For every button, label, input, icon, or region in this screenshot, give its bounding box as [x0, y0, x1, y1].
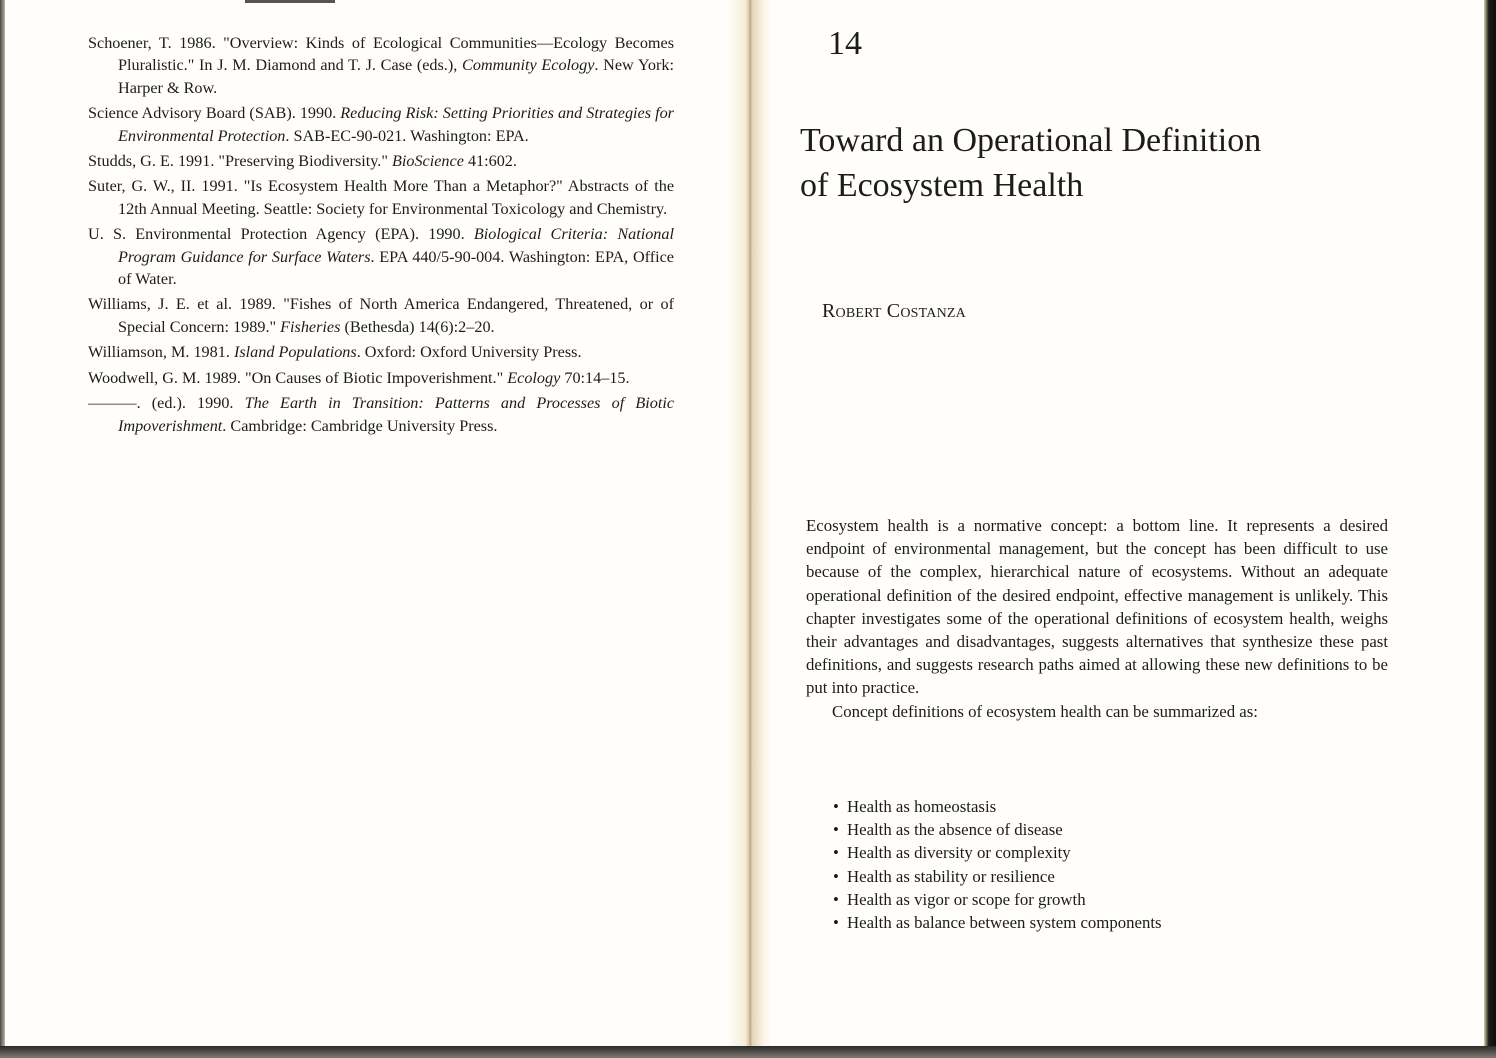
list-item-text: Health as homeostasis: [847, 797, 997, 816]
reference-text: . Oxford: Oxford University Press.: [356, 343, 582, 362]
reference-text: Williams, J. E. et al. 1989. "Fishes of North America Endangered, Threatened, or of Special Concern: 1989.": [88, 295, 674, 336]
list-item-text: Health as stability or resilience: [847, 866, 1055, 886]
reference-entry: [88, 367, 674, 389]
reference-text: Studds, G. E. 1991. "Preserving Biodiversity.": [88, 152, 392, 171]
list-item: [833, 795, 1162, 818]
reference-text: . New York: Harper & Row.: [118, 56, 674, 97]
reference-title: Island Populations: [233, 343, 357, 362]
reference-text: . Cambridge: Cambridge University Press.: [222, 416, 498, 435]
reference-text: Williamson, M. 1981.: [88, 343, 234, 362]
reference-title: Fisheries: [280, 317, 341, 336]
left-book-edge: [0, 0, 5, 1058]
left-page: [0, 0, 746, 1050]
list-item: [833, 841, 1162, 864]
list-item: [833, 818, 1162, 841]
list-item-text: Health as diversity or complexity: [847, 843, 1071, 863]
definition-list: [833, 795, 1162, 934]
chapter-title-line-2: of Ecosystem Health: [800, 167, 1084, 204]
bullet-icon: •: [833, 797, 839, 816]
chapter-title-line-1: Toward an Operational Definition: [800, 122, 1262, 159]
intro-paragraph: Ecosystem health is a normative concept: a bottom line. It represents a desired endpoint of environmental management, but the concept has been difficult to use because of the complex, hierarchical nature of ecosystems. Without an adequate operational definition of the desired endpoint, effective management is unlikely. This chapter investigates some of the operational definitions of ecosystem health, weighs their advantages and disadvantages, suggests alternatives that synthesize these past definitions, and suggests research paths aimed at allowing these new definitions to be put into practice.: [806, 516, 1388, 698]
reference-title: Biological Criteria: National Program Guidance for Surface Waters: [118, 225, 674, 266]
bullet-icon: •: [833, 866, 839, 886]
reference-entry: [88, 223, 674, 290]
reference-entry: [88, 392, 674, 437]
bullet-icon: •: [833, 820, 839, 840]
reference-text: 41:602.: [463, 152, 517, 171]
author-name: Robert Costanza: [822, 300, 966, 322]
cropped-running-head: [245, 0, 335, 3]
reference-list: [88, 32, 674, 440]
bullet-icon: •: [833, 843, 839, 863]
bullet-icon: •: [833, 913, 839, 933]
reference-title: Community Ecology: [462, 56, 595, 75]
list-item: [833, 865, 1162, 888]
reference-title: Reducing Risk: Setting Priorities and Strategies for Environmental Protection: [118, 104, 674, 145]
reference-text: 70:14–15.: [560, 368, 630, 387]
reference-entry: [88, 150, 674, 172]
chapter-number: 14: [828, 25, 862, 62]
reference-text: Suter, G. W., II. 1991. "Is Ecosystem Health More Than a Metaphor?" Abstracts of the 12th Annual Meeting. Seattle: Society for Environmental Toxicology and Chemistry.: [88, 177, 674, 218]
right-book-edge: [1484, 0, 1496, 1058]
reference-text: . EPA 440/5-90-004. Washington: EPA, Office of Water.: [118, 247, 674, 289]
list-item: [833, 911, 1162, 934]
chapter-title: [800, 118, 1420, 208]
reference-text: Woodwell, G. M. 1989. "On Causes of Biotic Impoverishment.": [88, 368, 508, 387]
reference-title: BioScience: [391, 152, 464, 171]
reference-title: Ecology: [507, 368, 561, 387]
reference-text: ———. (ed.). 1990.: [88, 394, 245, 413]
reference-entry: [88, 175, 674, 220]
reference-text: (Bethesda) 14(6):2–20.: [340, 317, 495, 336]
book-gutter: [728, 0, 772, 1058]
reference-text: . SAB-EC-90-021. Washington: EPA.: [285, 126, 529, 145]
reference-entry: [88, 102, 674, 147]
reference-text: U. S. Environmental Protection Agency (EPA). 1990.: [88, 225, 474, 244]
list-item-text: Health as vigor or scope for growth: [847, 889, 1086, 909]
list-item: [833, 888, 1162, 911]
list-item-text: Health as the absence of disease: [847, 820, 1063, 840]
bullet-icon: •: [833, 889, 839, 909]
chapter-body: [806, 514, 1388, 723]
reference-text: Schoener, T. 1986. "Overview: Kinds of Ecological Communities—Ecology Becomes Pluralistic." In J. M. Diamond and T. J. Case (eds.),: [88, 34, 674, 75]
reference-text: Science Advisory Board (SAB). 1990.: [88, 104, 341, 123]
reference-entry: [88, 32, 674, 99]
reference-title: The Earth in Transition: Patterns and Processes of Biotic Impoverishment: [118, 394, 675, 435]
summary-paragraph: Concept definitions of ecosystem health can be summarized as:: [832, 701, 1258, 721]
bottom-book-edge: [0, 1046, 1496, 1058]
list-item-text: Health as balance between system components: [847, 913, 1162, 933]
reference-entry: [88, 293, 674, 338]
reference-entry: [88, 341, 674, 363]
